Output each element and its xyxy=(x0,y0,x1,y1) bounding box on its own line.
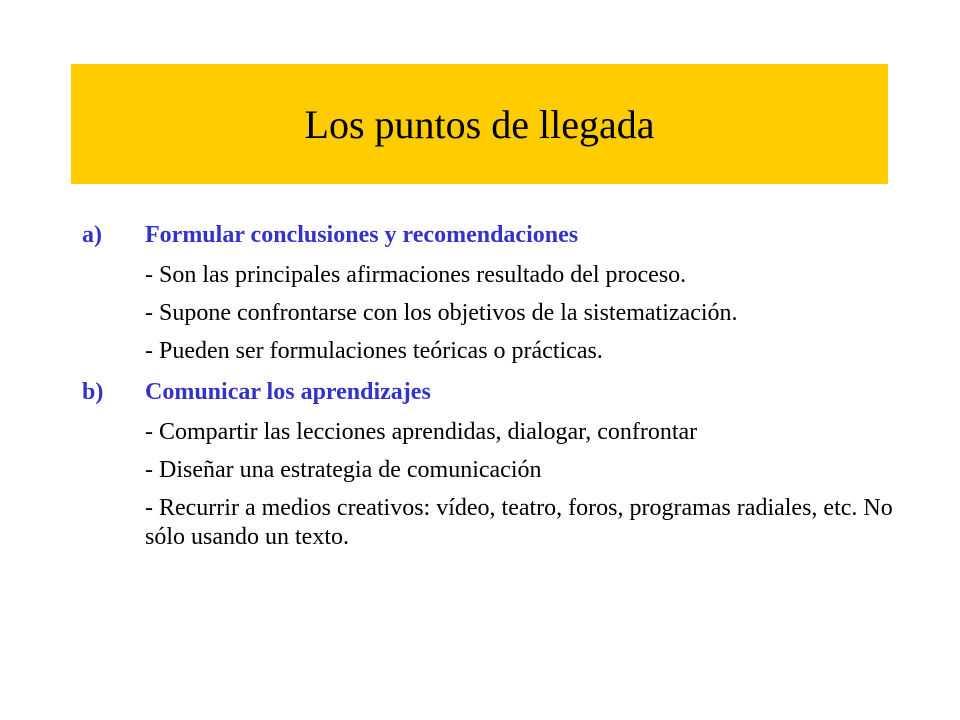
section-heading-text: Comunicar los aprendizajes xyxy=(145,379,431,405)
slide-title: Los puntos de llegada xyxy=(304,101,655,147)
section-heading-text: Formular conclusiones y recomendaciones xyxy=(145,222,579,248)
list-item: - Recurrir a medios creativos: vídeo, teatro, foros, programas radiales, etc. No sólo usando un texto. xyxy=(145,495,893,550)
list-item: - Pueden ser formulaciones teóricas o prácticas. xyxy=(145,338,603,364)
title-band xyxy=(71,64,888,184)
list-item: - Compartir las lecciones aprendidas, dialogar, confrontar xyxy=(145,419,698,445)
section-marker: a) xyxy=(82,222,102,248)
section-heading xyxy=(82,375,912,409)
list-item: - Supone confrontarse con los objetivos de la sistematización. xyxy=(145,300,738,326)
section-a xyxy=(82,218,912,366)
slide-body xyxy=(82,218,912,561)
list-item: - Son las principales afirmaciones resultado del proceso. xyxy=(145,262,687,288)
section-heading xyxy=(82,218,912,252)
section-b xyxy=(82,375,912,552)
section-marker: b) xyxy=(82,379,104,405)
list-item: - Diseñar una estrategia de comunicación xyxy=(145,457,542,483)
